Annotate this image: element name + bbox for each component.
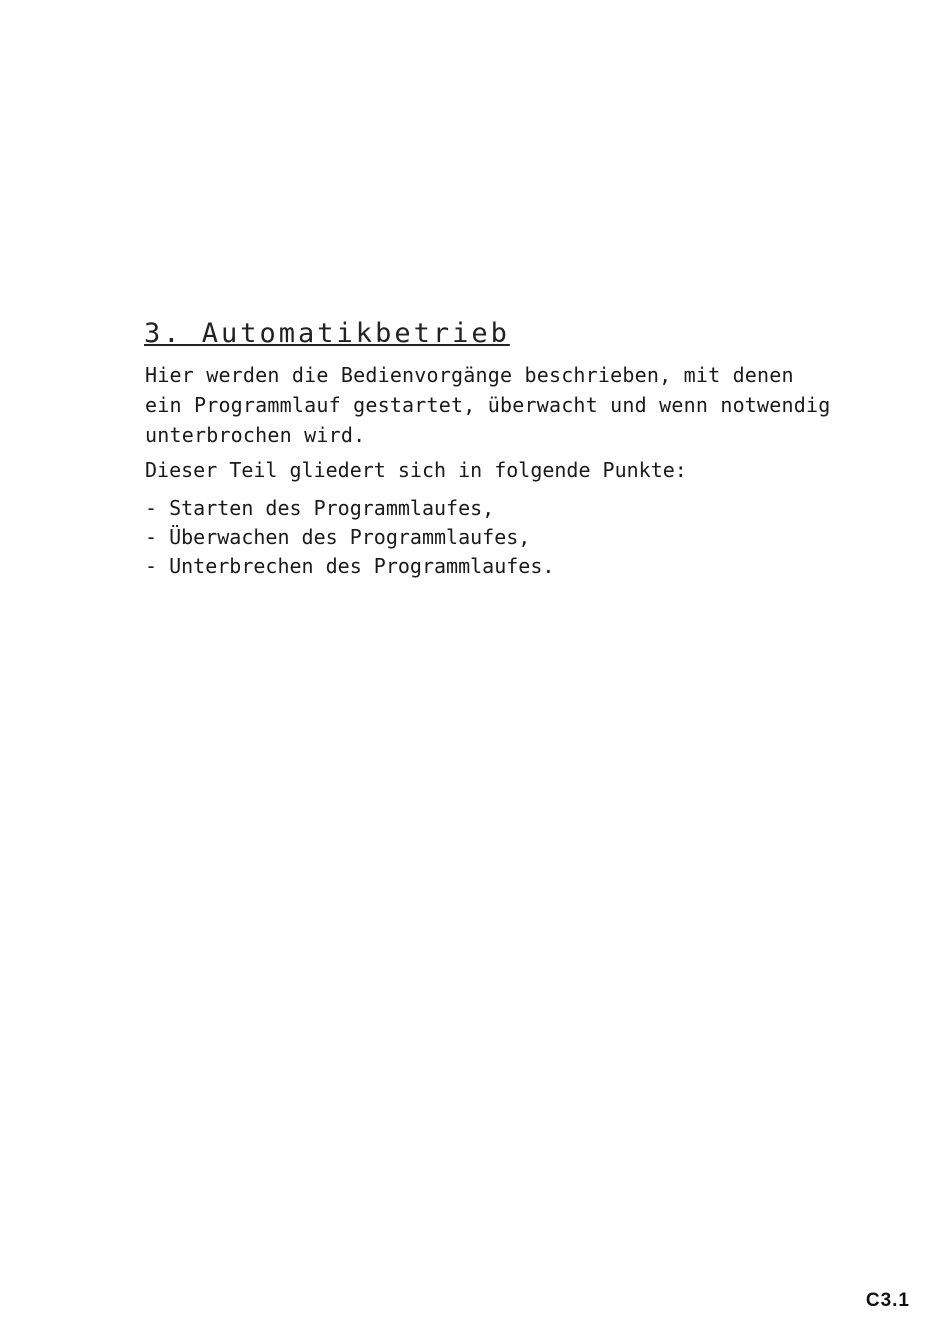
intro-paragraph: [145, 360, 845, 450]
intro-line: unterbrochen wird.: [145, 423, 366, 447]
list-item: - Überwachen des Programmlaufes,: [145, 525, 531, 549]
list-item: - Unterbrechen des Programmlaufes.: [145, 554, 555, 578]
page-number: C3.1: [865, 1290, 910, 1311]
list-item: - Starten des Programmlaufes,: [145, 496, 495, 520]
intro-line: Hier werden die Bedienvorgänge beschrieben, mit denen: [145, 363, 794, 387]
intro-line: ein Programmlauf gestartet, überwacht und wenn notwendig: [145, 393, 831, 417]
lead-sentence: Dieser Teil gliedert sich in folgende Punkte:: [145, 458, 687, 482]
points-list: [145, 494, 554, 581]
section-heading: 3. Automatikbetrieb: [144, 318, 510, 349]
